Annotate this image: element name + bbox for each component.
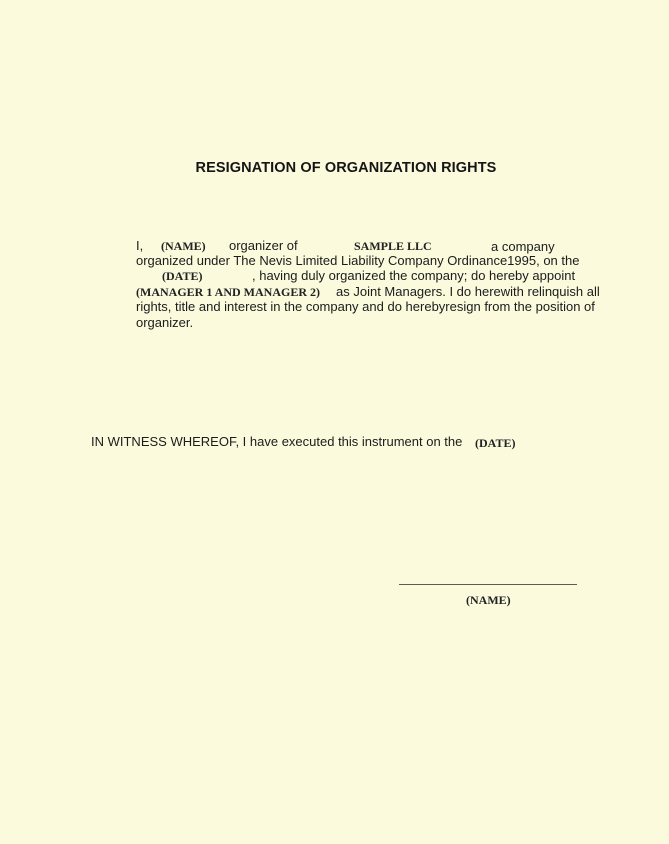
witness-text: IN WITNESS WHEREOF, I have executed this instrument on the [91,434,463,449]
date-placeholder: (DATE) [162,269,203,283]
signature-name-placeholder: (NAME) [466,593,511,607]
organizer-of-text: organizer of [229,238,298,253]
managers-placeholder: (MANAGER 1 AND MANAGER 2) [136,285,320,299]
company-placeholder: SAMPLE LLC [354,239,432,253]
paragraph-line-6: organizer. [136,315,194,330]
document-title: RESIGNATION OF ORGANIZATION RIGHTS [195,160,497,176]
a-company-text: a company [491,239,555,254]
paragraph-prefix: I, [136,238,144,253]
paragraph-line-3: , having duly organized the company; do hereby appoint [252,268,576,283]
signature-line [399,584,577,585]
paragraph-line-2: organized under The Nevis Limited Liability Company Ordinance1995, on the [136,253,580,268]
witness-date-placeholder: (DATE) [475,436,516,450]
paragraph-line-5: rights, title and interest in the company and do herebyresign from the position of [136,299,595,314]
paragraph-line-4: as Joint Managers. I do herewith relinquish all [336,284,600,299]
name-placeholder: (NAME) [161,239,206,253]
